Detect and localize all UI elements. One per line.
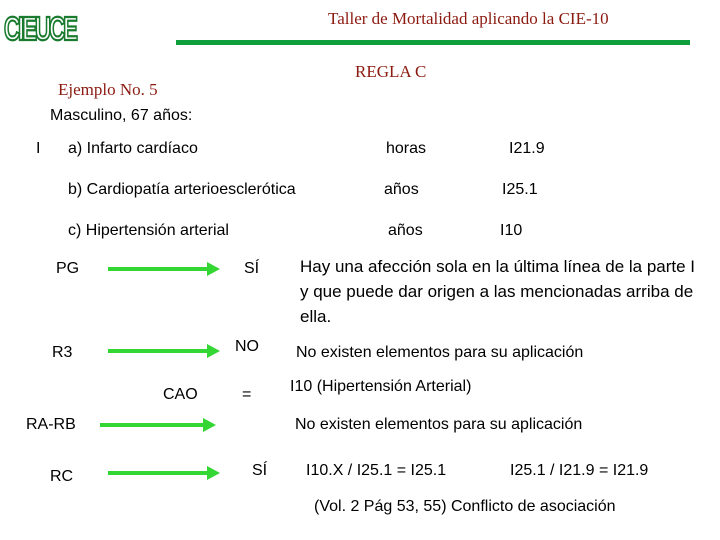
title-underline <box>176 40 690 45</box>
svg-text:CIEUCE: CIEUCE <box>4 10 78 47</box>
page-title: Taller de Mortalidad aplicando la CIE-10 <box>328 9 609 28</box>
part-roman: I <box>36 140 41 157</box>
pg-note: Hay una afección sola en la última línea de la parte I y que puede dar origen a las mencionadas arriba de ella. <box>300 257 696 326</box>
rule-heading: REGLA C <box>355 62 427 81</box>
cao-note: I10 (Hipertensión Arterial) <box>290 378 472 395</box>
r3-answer: NO <box>235 338 259 355</box>
rc-note-3: (Vol. 2 Pág 53, 55) Conflicto de asociación <box>314 498 616 515</box>
rc-arrow-icon <box>108 466 220 480</box>
r3-arrow-icon <box>108 344 220 358</box>
cause-b-time: años <box>384 181 419 198</box>
rc-note-2: I25.1 / I21.9 = I21.9 <box>510 462 649 479</box>
rarb-arrow-icon <box>100 418 216 432</box>
rarb-note: No existen elementos para su aplicación <box>295 416 583 433</box>
rarb-label: RA-RB <box>26 416 76 433</box>
cieuce-logo <box>2 2 78 48</box>
cause-a-text: a) Infarto cardíaco <box>68 140 198 157</box>
r3-note: No existen elementos para su aplicación <box>296 344 584 361</box>
cause-c-code: I10 <box>500 222 523 239</box>
cause-c-time: años <box>388 222 423 239</box>
cause-c-text: c) Hipertensión arterial <box>68 222 229 239</box>
patient-info: Masculino, 67 años: <box>50 107 193 124</box>
example-label: Ejemplo No. 5 <box>58 80 158 99</box>
pg-answer: SÍ <box>244 260 260 277</box>
cause-a-time: horas <box>386 140 427 157</box>
rc-label: RC <box>50 468 74 485</box>
pg-label: PG <box>56 260 80 277</box>
rc-note-1: I10.X / I25.1 = I25.1 <box>306 462 447 479</box>
cao-answer: = <box>242 386 252 403</box>
pg-arrow-icon <box>108 262 220 276</box>
rc-answer: SÍ <box>252 462 268 479</box>
r3-label: R3 <box>52 344 73 361</box>
cause-a-code: I21.9 <box>509 140 545 157</box>
cause-b-code: I25.1 <box>502 181 538 198</box>
cause-b-text: b) Cardiopatía arterioesclerótica <box>68 181 296 198</box>
cao-label: CAO <box>163 386 198 403</box>
